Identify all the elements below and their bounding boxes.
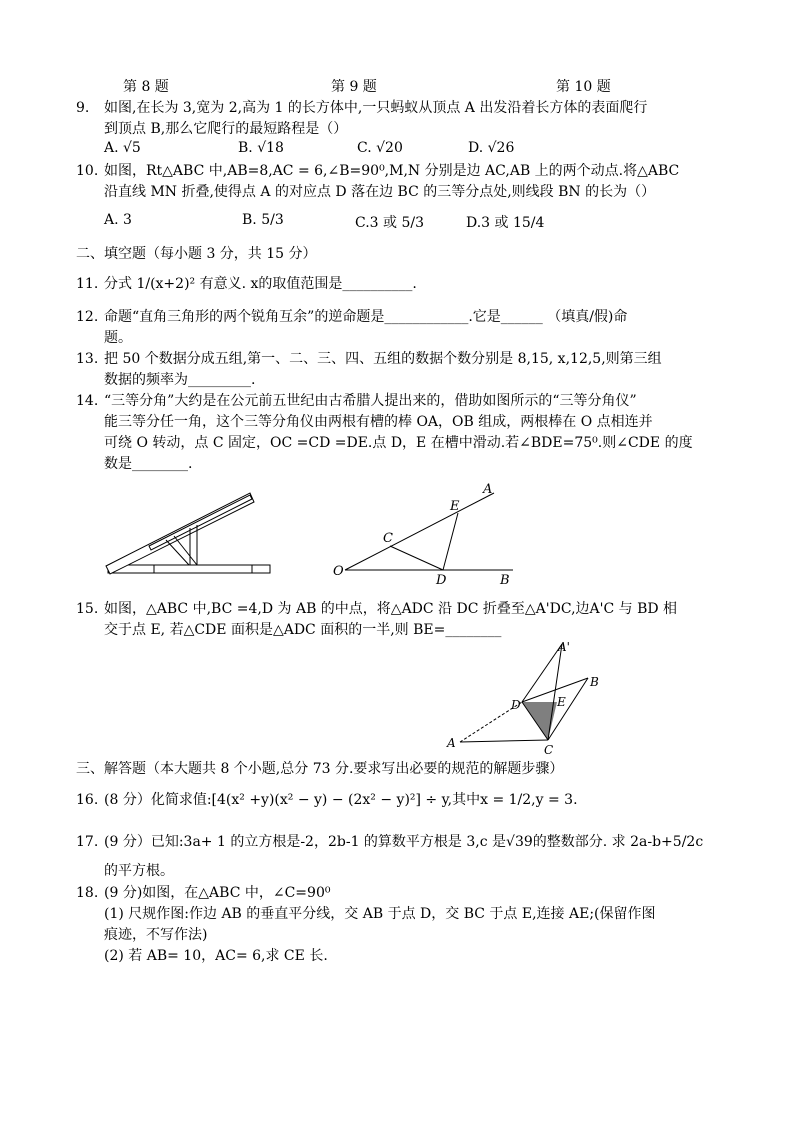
section3-heading: 三、解答题（本大题共 8 个小题,总分 73 分.要求写出必要的规范的解题步骤） xyxy=(76,761,564,777)
q14-line1: “三等分角”大约是在公元前五世纪由古希腊人提出来的，借助如图所示的“三等分角仪” xyxy=(104,393,637,409)
label-e: E xyxy=(557,695,566,709)
q15-number: 15. xyxy=(76,601,99,617)
caption-fig10: 第 10 题 xyxy=(556,79,611,95)
q13-number: 13. xyxy=(76,351,99,367)
q14-line3: 可绕 O 转动，点 C 固定，OC =CD =DE.点 D，E 在槽中滑动.若∠BDE=75⁰.则∠CDE 的度 xyxy=(104,435,693,451)
label-e: E xyxy=(450,499,460,514)
q18-line1: (9 分)如图，在△ABC 中，∠C=90⁰ xyxy=(104,885,331,901)
q12-number: 12. xyxy=(76,309,99,325)
label-a: A xyxy=(447,736,456,750)
q10-line1: 如图，Rt△ABC 中,AB=8,AC = 6,∠B=90⁰,M,N 分别是边 AC,AB 上的两个动点.将△ABC xyxy=(104,163,680,179)
label-o: O xyxy=(333,564,344,579)
q11-number: 11. xyxy=(76,276,99,292)
q15-line1: 如图，△ABC 中,BC =4,D 为 AB 的中点，将△ADC 沿 DC 折叠至△A'DC,边A'C 与 BD 相 xyxy=(104,601,678,617)
q14-number: 14. xyxy=(76,393,99,409)
caption-fig9: 第 9 题 xyxy=(331,79,377,95)
section2-heading: 二、填空题（每小题 3 分，共 15 分） xyxy=(76,246,317,262)
q17-line1: (9 分）已知:3a+ 1 的立方根是-2，2b-1 的算数平方根是 3,c 是√39的整数部分. 求 2a-b+5/2c xyxy=(104,834,704,850)
q9-number: 9. xyxy=(76,100,90,116)
q12-line2: 题。 xyxy=(104,330,132,346)
q18-number: 18. xyxy=(76,885,99,901)
rod-oa xyxy=(106,493,254,574)
q10-option-a: A. 3 xyxy=(104,212,132,228)
q10-number: 10. xyxy=(76,163,99,179)
q17-number: 17. xyxy=(76,834,99,850)
segment-de xyxy=(443,513,458,570)
q10-option-c: C.3 或 5/3 xyxy=(355,215,425,231)
segment-ac xyxy=(460,740,548,742)
label-c: C xyxy=(544,743,554,757)
label-d: D xyxy=(436,573,447,586)
q12-line1: 命题“直角三角形的两个锐角互余”的逆命题是____________.它是______ （填真/假)命 xyxy=(104,309,628,325)
label-b: B xyxy=(590,675,599,689)
trisector-geometry-figure xyxy=(328,478,528,586)
caption-fig8: 第 8 题 xyxy=(123,79,169,95)
q10-option-b: B. 5/3 xyxy=(242,212,284,228)
q14-line4: 数是________. xyxy=(104,456,193,472)
q9-option-c: C. √20 xyxy=(357,140,403,156)
label-d: D xyxy=(511,698,521,712)
label-a-prime: A' xyxy=(558,640,570,654)
q17-line2: 的平方根。 xyxy=(104,863,174,879)
segment-a1d xyxy=(522,644,562,702)
ray-oa xyxy=(345,493,494,570)
q16-text: (8 分）化简求值:[4(x² +y)(x² − y) − (2x² − y)²] ÷ y,其中x = 1/2,y = 3. xyxy=(104,792,578,808)
q9-option-b: B. √18 xyxy=(238,140,284,156)
q16-number: 16. xyxy=(76,792,99,808)
label-a: A xyxy=(483,482,493,497)
segment-cd xyxy=(390,546,443,570)
trisector-device-figure xyxy=(104,488,274,580)
q9-line2: 到顶点 B,那么它爬行的最短路程是（） xyxy=(104,121,348,137)
q9-option-d: D. √26 xyxy=(468,140,515,156)
q13-line2: 数据的频率为_________. xyxy=(104,372,256,388)
q18-line2: (1) 尺规作图:作边 AB 的垂直平分线，交 AB 于点 D，交 BC 于点 E,连接 AE;(保留作图 xyxy=(104,906,656,922)
label-c: C xyxy=(383,531,393,546)
q15-line2: 交于点 E, 若△CDE 面积是△ADC 面积的一半,则 BE=________ xyxy=(104,622,502,638)
q11-text: 分式 1/(x+2)² 有意义. x的取值范围是__________. xyxy=(104,276,417,292)
label-b: B xyxy=(500,573,510,586)
q13-line1: 把 50 个数据分成五组,第一、二、三、四、五组的数据个数分别是 8,15, x,12,5,则第三组 xyxy=(104,351,662,367)
q10-line2: 沿直线 MN 折叠,使得点 A 的对应点 D 落在边 BC 的三等分点处,则线段 BN 的长为（） xyxy=(104,184,656,200)
q18-line4: (2) 若 AB= 10，AC= 6,求 CE 长. xyxy=(104,948,328,964)
rod-ob xyxy=(108,565,270,573)
q9-line1: 如图,在长为 3,宽为 2,高为 1 的长方体中,一只蚂蚁从顶点 A 出发沿着长方体的表面爬行 xyxy=(104,100,648,116)
q10-option-d: D.3 或 15/4 xyxy=(466,215,545,231)
q14-line2: 能三等分任一角，这个三等分角仪由两根有槽的棒 OA，OB 组成，两根棒在 O 点相连并 xyxy=(104,414,653,430)
q18-line3: 痕迹，不写作法) xyxy=(104,927,208,943)
fold-triangle-figure xyxy=(444,636,609,758)
q9-option-a: A. √5 xyxy=(104,140,141,156)
